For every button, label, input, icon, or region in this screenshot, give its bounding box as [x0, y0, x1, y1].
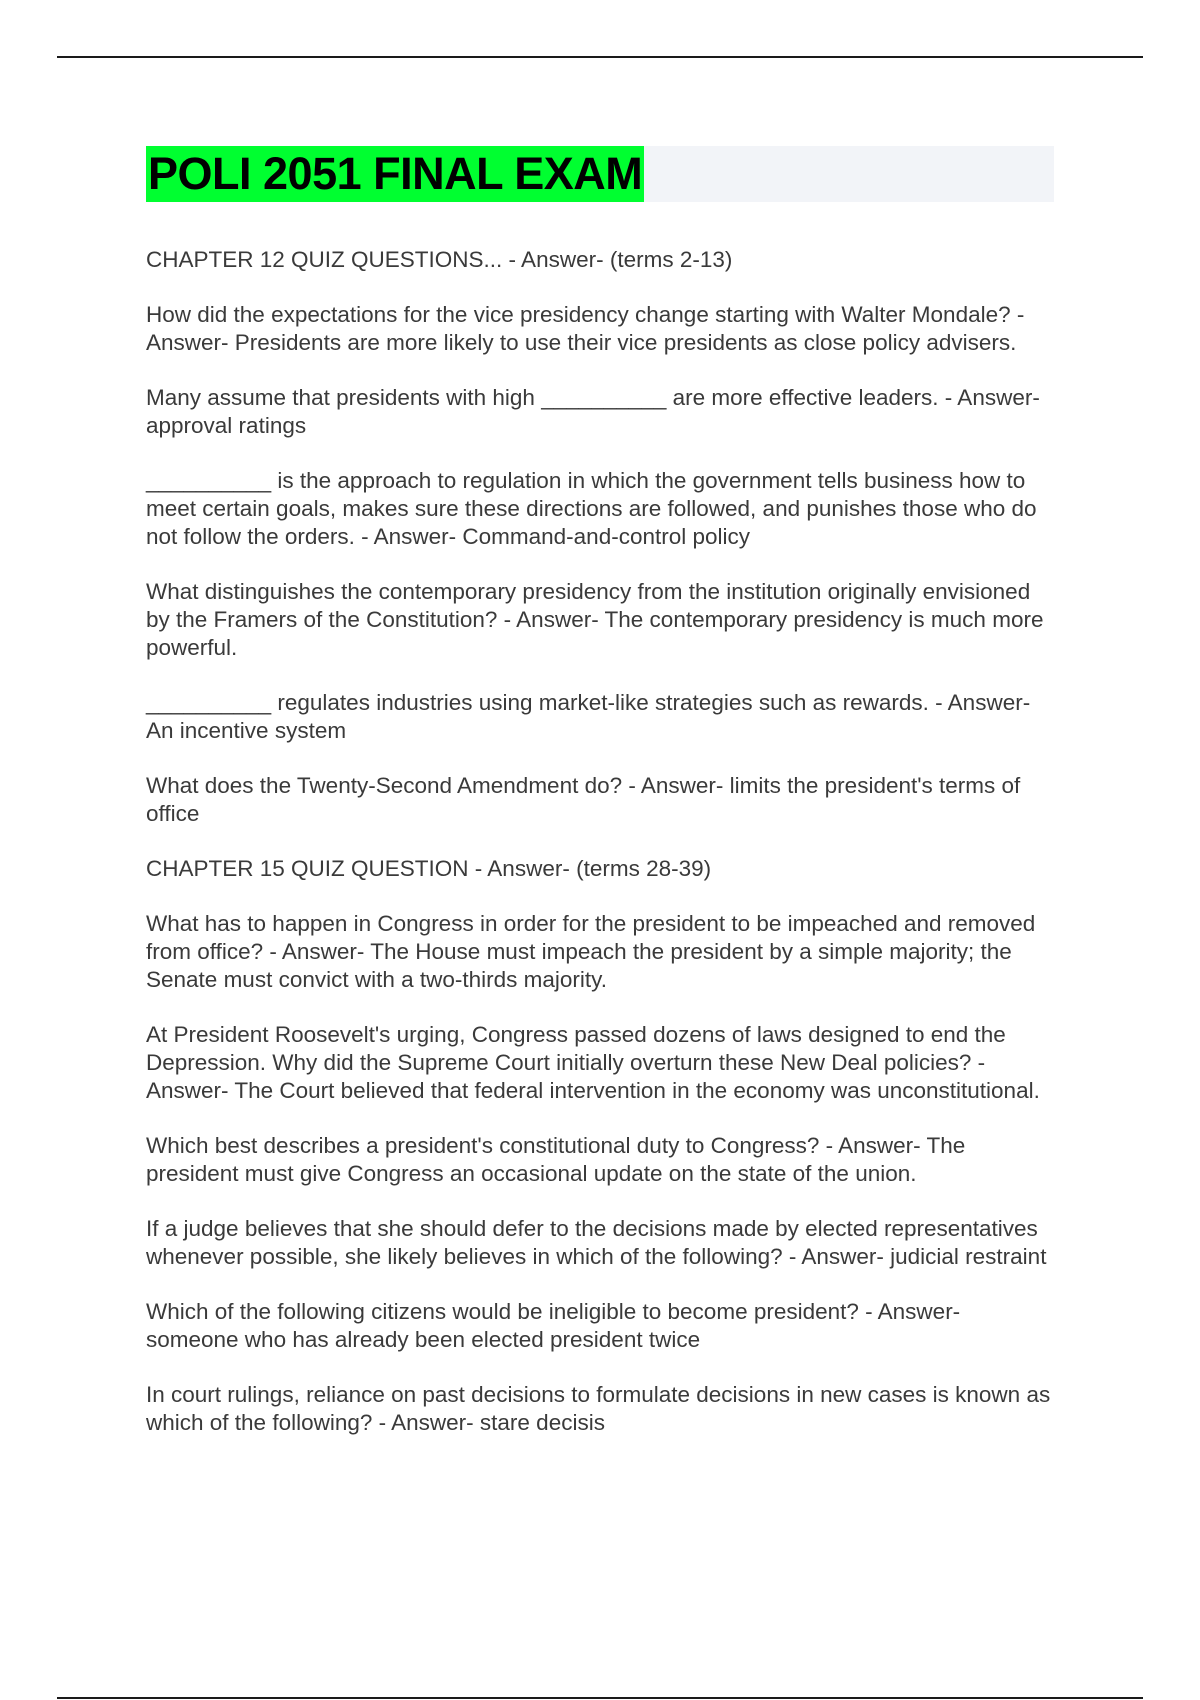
- qa-item: Which of the following citizens would be ineligible to become president? - Answer- someone who has already been elected president twice: [146, 1299, 961, 1352]
- qa-item: __________ is the approach to regulation in which the government tells business how to meet certain goals, makes sure these directions are followed, and punishes those who do not follow the orders. - Answer- Command-and-control policy: [146, 468, 1037, 549]
- document-body: [146, 146, 1056, 1464]
- qa-item: What does the Twenty-Second Amendment do? - Answer- limits the president's terms of office: [146, 773, 1021, 826]
- qa-item: At President Roosevelt's urging, Congress passed dozens of laws designed to end the Depression. Why did the Supreme Court initially overturn these New Deal policies? - Answer- The Court believed that federal intervention in the economy was unconstitutional.: [146, 1022, 1040, 1103]
- page-title: POLI 2051 FINAL EXAM: [146, 146, 644, 202]
- qa-item: What distinguishes the contemporary presidency from the institution originally envisioned by the Framers of the Constitution? - Answer- The contemporary presidency is much more powerful.: [146, 579, 1044, 660]
- section-heading-chapter-12: CHAPTER 12 QUIZ QUESTIONS... - Answer- (terms 2-13): [146, 247, 733, 272]
- qa-item: How did the expectations for the vice presidency change starting with Walter Mondale? - Answer- Presidents are more likely to use their vice presidents as close policy advisers.: [146, 302, 1025, 355]
- qa-item: Many assume that presidents with high __________ are more effective leaders. - Answer- approval ratings: [146, 385, 1040, 438]
- qa-item: If a judge believes that she should defer to the decisions made by elected representatives whenever possible, she likely believes in which of the following? - Answer- judicial restraint: [146, 1216, 1047, 1269]
- qa-item: In court rulings, reliance on past decisions to formulate decisions in new cases is known as which of the following? - Answer- stare decisis: [146, 1382, 1051, 1435]
- bottom-rule: [57, 1697, 1143, 1699]
- title-band: [146, 146, 1054, 202]
- section-heading-chapter-15: CHAPTER 15 QUIZ QUESTION - Answer- (terms 28-39): [146, 856, 712, 881]
- qa-item: __________ regulates industries using market-like strategies such as rewards. - Answer- An incentive system: [146, 690, 1031, 743]
- top-rule: [57, 56, 1143, 58]
- qa-item: Which best describes a president's constitutional duty to Congress? - Answer- The president must give Congress an occasional update on the state of the union.: [146, 1133, 966, 1186]
- qa-item: What has to happen in Congress in order for the president to be impeached and removed from office? - Answer- The House must impeach the president by a simple majority; the Senate must convict with a two-thirds majority.: [146, 911, 1036, 992]
- qa-list: [146, 246, 1056, 1437]
